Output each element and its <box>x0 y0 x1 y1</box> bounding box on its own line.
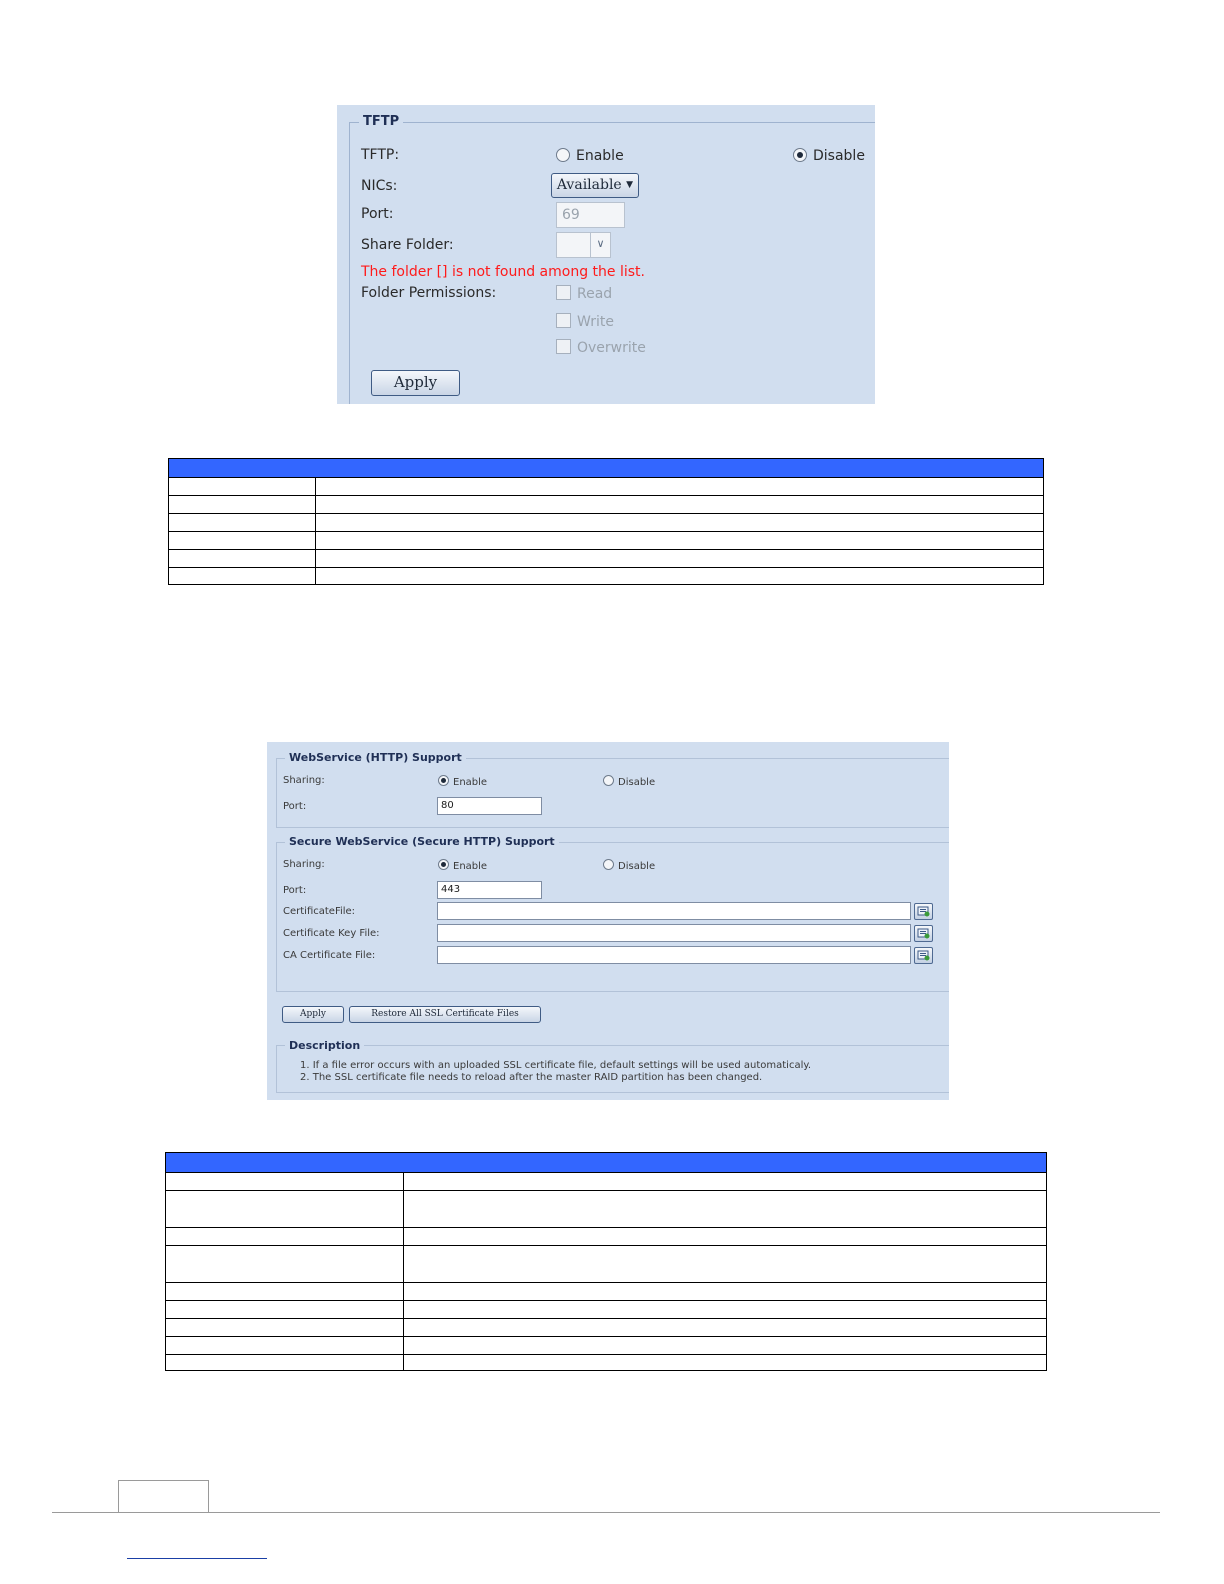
read-checkbox[interactable]: Read <box>556 285 612 302</box>
file-browse-icon <box>915 926 932 941</box>
table-row <box>166 1337 1047 1355</box>
caret-down-icon: ▼ <box>626 180 634 190</box>
browse-file-icon[interactable] <box>914 925 933 942</box>
radio-selected-icon <box>793 148 807 162</box>
https-legend: Secure WebService (Secure HTTP) Support <box>285 835 559 848</box>
description-line-1: 1. If a file error occurs with an uploaded SSL certificate file, default settings will be used automaticaly. <box>300 1060 812 1071</box>
port-input[interactable]: 69 <box>556 202 625 228</box>
table-row <box>166 1301 1047 1319</box>
checkbox-icon <box>556 285 571 300</box>
nics-label: NICs: <box>361 178 398 194</box>
nics-dropdown[interactable]: Available ▼ <box>551 173 639 198</box>
http-enable-radio[interactable]: Enable <box>438 775 487 788</box>
http-disable-radio[interactable]: Disable <box>603 775 655 788</box>
http-port-label: Port: <box>283 801 307 812</box>
http-legend: WebService (HTTP) Support <box>285 751 466 764</box>
description-legend: Description <box>285 1039 364 1052</box>
browse-file-icon[interactable] <box>914 903 933 920</box>
certificate-file-label: CertificateFile: <box>283 906 356 917</box>
table-header-row <box>166 1153 1047 1173</box>
table-row <box>166 1246 1047 1283</box>
table-header-row <box>169 459 1044 478</box>
folder-permissions-label: Folder Permissions: <box>361 285 497 301</box>
table-row <box>166 1355 1047 1371</box>
fieldset-border <box>349 122 350 404</box>
browse-file-icon[interactable] <box>914 947 933 964</box>
tftp-legend: TFTP <box>359 114 403 129</box>
footer-rule <box>52 1512 1160 1513</box>
fieldset-border <box>349 122 875 123</box>
table-row <box>169 550 1044 568</box>
tftp-label: TFTP: <box>361 147 400 163</box>
page-number-tab <box>118 1480 209 1512</box>
table-row <box>166 1191 1047 1228</box>
file-browse-icon <box>915 904 932 919</box>
certificate-key-file-input[interactable] <box>437 924 911 942</box>
webservice-settings-panel <box>267 742 949 1100</box>
overwrite-checkbox[interactable]: Overwrite <box>556 339 646 356</box>
http-sharing-label: Sharing: <box>283 775 325 786</box>
checkbox-icon <box>556 313 571 328</box>
port-label: Port: <box>361 206 394 222</box>
chevron-down-icon: ∨ <box>590 233 610 257</box>
share-folder-label: Share Folder: <box>361 237 454 253</box>
share-folder-select[interactable] <box>556 232 611 258</box>
https-enable-radio[interactable]: Enable <box>438 859 487 872</box>
tftp-disable-radio[interactable]: Disable <box>793 148 865 164</box>
https-port-label: Port: <box>283 885 307 896</box>
table-row <box>166 1283 1047 1301</box>
radio-icon <box>603 859 614 870</box>
restore-ssl-certificates-button[interactable]: Restore All SSL Certificate Files <box>349 1006 541 1023</box>
ca-certificate-file-label: CA Certificate File: <box>283 950 376 961</box>
table-row <box>169 514 1044 532</box>
table-row <box>169 496 1044 514</box>
footer-link-underline <box>127 1558 267 1559</box>
write-checkbox[interactable]: Write <box>556 313 614 330</box>
http-port-input[interactable]: 80 <box>437 797 542 815</box>
table-row <box>166 1319 1047 1337</box>
table-row <box>166 1173 1047 1191</box>
folder-error-message: The folder [] is not found among the list. <box>361 264 645 280</box>
table-row <box>166 1228 1047 1246</box>
checkbox-icon <box>556 339 571 354</box>
https-sharing-label: Sharing: <box>283 859 325 870</box>
https-disable-radio[interactable]: Disable <box>603 859 655 872</box>
description-line-2: 2. The SSL certificate file needs to reload after the master RAID partition has been changed. <box>300 1072 763 1083</box>
radio-selected-icon <box>438 859 449 870</box>
radio-selected-icon <box>438 775 449 786</box>
table-row <box>169 532 1044 550</box>
tftp-enable-radio[interactable]: Enable <box>556 148 624 164</box>
file-browse-icon <box>915 948 932 963</box>
webservice-apply-button[interactable]: Apply <box>282 1006 344 1023</box>
table-row <box>169 478 1044 496</box>
fieldset-border <box>276 758 949 828</box>
certificate-key-file-label: Certificate Key File: <box>283 928 380 939</box>
radio-icon <box>603 775 614 786</box>
tftp-settings-panel <box>337 105 875 404</box>
tftp-spec-table <box>168 458 1044 585</box>
https-port-input[interactable]: 443 <box>437 881 542 899</box>
table-row <box>169 568 1044 585</box>
tftp-apply-button[interactable]: Apply <box>371 370 460 396</box>
certificate-file-input[interactable] <box>437 902 911 920</box>
radio-icon <box>556 148 570 162</box>
ca-certificate-file-input[interactable] <box>437 946 911 964</box>
webservice-spec-table <box>165 1152 1047 1371</box>
